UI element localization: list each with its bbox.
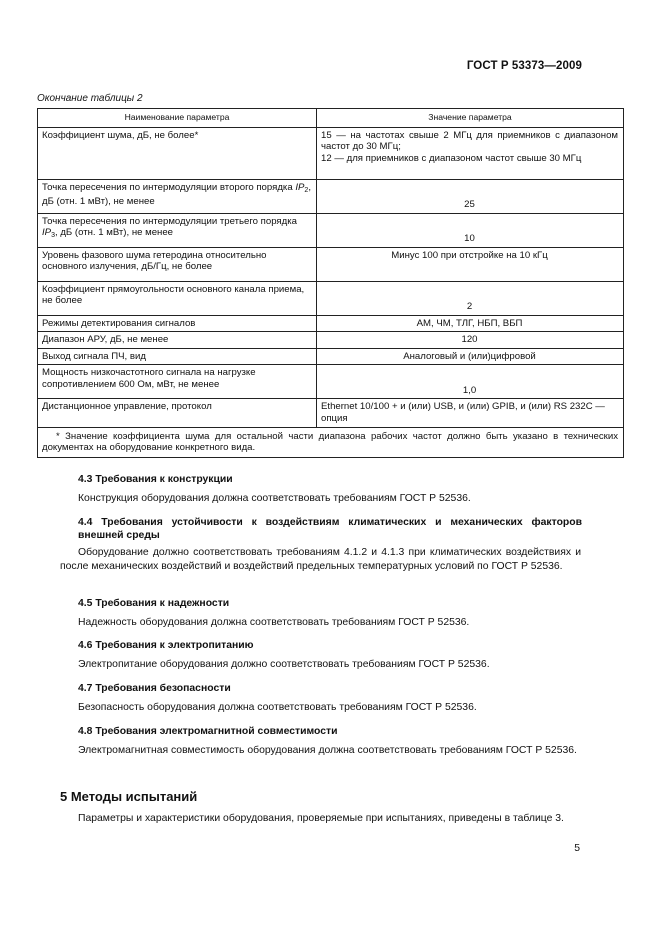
param-cell: Коэффициент шума, дБ, не более* bbox=[38, 127, 317, 179]
param-text: , дБ (отн. 1 мВт), не менее bbox=[54, 227, 174, 239]
section-4-4-text: Оборудование должно соответствовать требованиям 4.1.2 и 4.1.3 при климатических воздействиях и после механических воздействий и воздействий предельных температурных условий по ГОСТ Р 52536. bbox=[60, 547, 581, 573]
param-cell: Выход сигнала ПЧ, вид bbox=[38, 348, 317, 365]
param-cell bbox=[38, 179, 317, 213]
param-text: Точка пересечения по интермодуляции третьего порядка bbox=[42, 215, 297, 227]
value-cell: Аналоговый и (или)цифровой bbox=[317, 348, 624, 365]
param-subscript: 2 bbox=[304, 186, 309, 194]
value-cell: Минус 100 при отстройке на 10 кГц bbox=[317, 247, 624, 281]
param-subscript: 3 bbox=[51, 232, 55, 240]
param-cell: Уровень фазового шума гетеродина относительно основного излучения, дБ/Гц, не более bbox=[38, 247, 317, 281]
column-header-parameter: Наименование параметра bbox=[38, 109, 317, 128]
param-cell: Режимы детектирования сигналов bbox=[38, 315, 317, 332]
value-line: 12 — для приемников с диапазоном частот свыше 30 МГц bbox=[321, 152, 582, 164]
table-row bbox=[38, 179, 624, 213]
section-4-4-heading: 4.4 Требования устойчивости к воздействиям климатических и механических факторов внешней среды bbox=[78, 517, 582, 541]
section-4-6-heading: 4.6 Требования к электропитанию bbox=[78, 640, 254, 651]
section-4-3-heading: 4.3 Требования к конструкции bbox=[78, 474, 233, 485]
table-footnote-row bbox=[38, 427, 624, 457]
table-row bbox=[38, 365, 624, 399]
table-row bbox=[38, 332, 624, 349]
table-caption: Окончание таблицы 2 bbox=[37, 93, 143, 104]
parameters-table bbox=[37, 108, 624, 458]
section-4-3-text: Конструкция оборудования должна соответствовать требованиям ГОСТ Р 52536. bbox=[78, 493, 471, 504]
param-cell: Коэффициент прямоугольности основного канала приема, не более bbox=[38, 281, 317, 315]
value-cell: 120 bbox=[317, 332, 624, 349]
section-5-text: Параметры и характеристики оборудования, проверяемые при испытаниях, приведены в таблице 3. bbox=[78, 813, 564, 824]
table-row bbox=[38, 281, 624, 315]
table-row bbox=[38, 348, 624, 365]
param-symbol: IP bbox=[42, 227, 52, 239]
value-cell: 10 bbox=[317, 213, 624, 247]
table-row bbox=[38, 213, 624, 247]
table-row bbox=[38, 399, 624, 427]
value-cell: 2 bbox=[317, 281, 624, 315]
value-cell: 25 bbox=[317, 179, 624, 213]
section-4-7-text: Безопасность оборудования должна соответствовать требованиям ГОСТ Р 52536. bbox=[78, 702, 477, 713]
param-symbol: IP bbox=[295, 181, 305, 193]
param-cell bbox=[38, 213, 317, 247]
param-text: , дБ (отн. 1 мВт), не менее bbox=[42, 181, 311, 208]
section-4-6-text: Электропитание оборудования должно соответствовать требованиям ГОСТ Р 52536. bbox=[78, 659, 490, 670]
value-cell: Ethernet 10/100 + и (или) USB, и (или) GPIB, и (или) RS 232C — опция bbox=[317, 399, 624, 427]
table-row bbox=[38, 127, 624, 179]
table-header-row bbox=[38, 109, 624, 128]
section-5-title: 5 Методы испытаний bbox=[60, 789, 198, 804]
section-4-8-heading: 4.8 Требования электромагнитной совместимости bbox=[78, 726, 338, 737]
value-cell: 1,0 bbox=[317, 365, 624, 399]
column-header-value: Значение параметра bbox=[317, 109, 624, 128]
param-cell: Мощность низкочастотного сигнала на нагрузке сопротивлением 600 Ом, мВт, не менее bbox=[38, 365, 317, 399]
standard-header: ГОСТ Р 53373—2009 bbox=[466, 60, 582, 72]
value-line: 15 — на частотах свыше 2 МГц для приемников с диапазоном частот до 30 МГц; bbox=[321, 129, 618, 153]
section-4-8-text: Электромагнитная совместимость оборудования должна соответствовать требованиям ГОСТ Р 52536. bbox=[78, 745, 577, 756]
param-cell: Диапазон АРУ, дБ, не менее bbox=[38, 332, 317, 349]
section-4-5-heading: 4.5 Требования к надежности bbox=[78, 598, 230, 609]
page-number: 5 bbox=[574, 843, 580, 854]
param-cell: Дистанционное управление, протокол bbox=[38, 399, 317, 427]
table-row bbox=[38, 247, 624, 281]
table-footnote: * Значение коэффициента шума для остальной части диапазона рабочих частот должно быть указано в технических документах на оборудование конкретного вида. bbox=[38, 427, 624, 457]
section-4-7-heading: 4.7 Требования безопасности bbox=[78, 683, 231, 694]
section-4-5-text: Надежность оборудования должна соответствовать требованиям ГОСТ Р 52536. bbox=[78, 617, 470, 628]
table-row bbox=[38, 315, 624, 332]
value-cell: АМ, ЧМ, ТЛГ, НБП, ВБП bbox=[317, 315, 624, 332]
param-text: Точка пересечения по интермодуляции второго порядка bbox=[42, 181, 296, 193]
value-cell bbox=[317, 127, 624, 179]
